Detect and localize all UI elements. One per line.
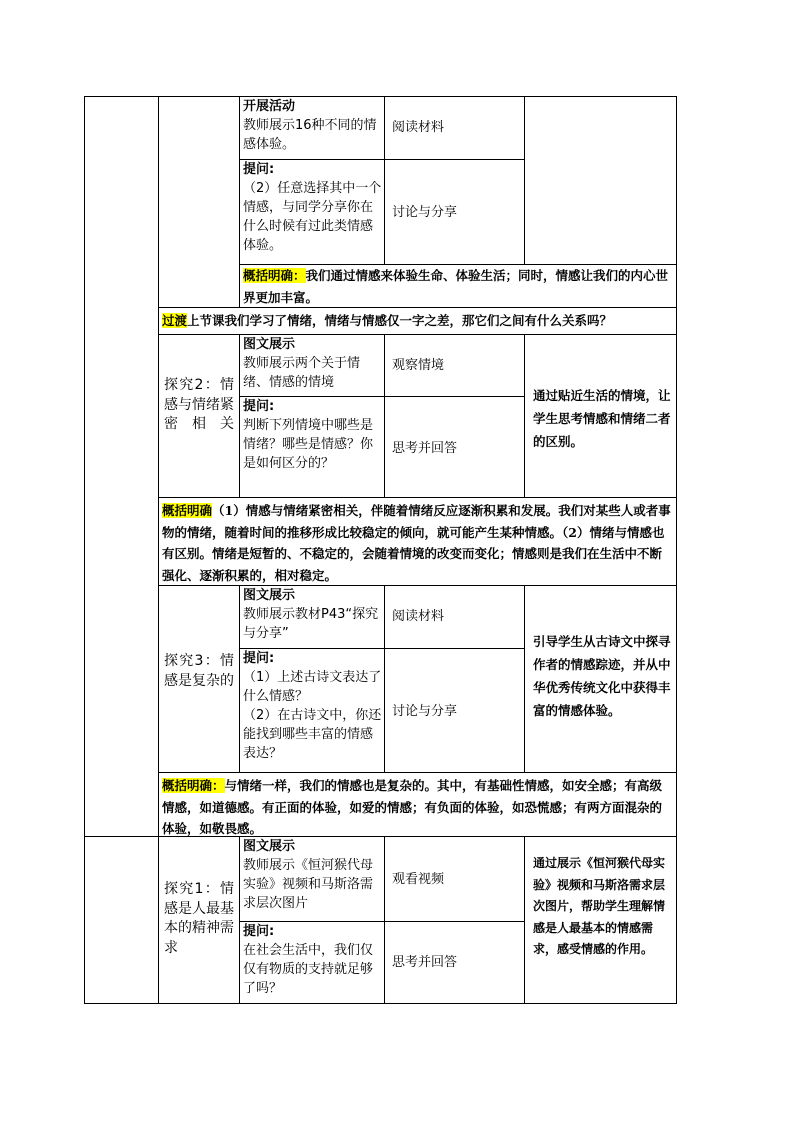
activity-heading: 图文展示 bbox=[243, 839, 296, 854]
summary-tag: 概括明确： bbox=[162, 778, 225, 793]
summary-row bbox=[162, 500, 674, 586]
question-cell bbox=[243, 160, 383, 255]
activity-heading: 图文展示 bbox=[243, 588, 296, 603]
question-cell bbox=[243, 649, 383, 763]
topic-cell: 探究1：情感是人最基本的精神需求 bbox=[164, 881, 234, 956]
question-cell bbox=[243, 922, 383, 998]
activity-heading: 图文展示 bbox=[243, 337, 296, 352]
summary-text: 我们通过情感来体验生命、体验生活；同时，情感让我们的内心世界更加丰富。 bbox=[243, 268, 669, 305]
student-activity: 思考并回答 bbox=[392, 955, 458, 970]
question-item: （1）上述古诗文表达了什么情感？ bbox=[243, 670, 382, 704]
design-intent: 通过贴近生活的情境，让学生思考情感和情绪二者的区别。 bbox=[533, 388, 671, 449]
question-text: （2）任意选择其中一个情感，与同学分享你在什么时候有过此类情感体验。 bbox=[243, 181, 382, 253]
design-intent: 通过展示《恒河猴代母实验》视频和马斯洛需求层次图片，帮助学生理解情感是人最基本的情感需求，感受情感的作用。 bbox=[533, 856, 666, 956]
activity-text: 教师展示16种不同的情感体验。 bbox=[243, 118, 377, 152]
question-text: 在社会生活中，我们仅仅有物质的支持就足够了吗？ bbox=[243, 943, 374, 996]
activity-cell bbox=[243, 586, 383, 643]
summary-tag: 概括明确： bbox=[243, 268, 306, 283]
activity-text: 教师展示《恒河猴代母实验》视频和马斯洛需求层次图片 bbox=[243, 858, 374, 911]
activity-text: 教师展示两个关于情绪、情感的情境 bbox=[243, 356, 361, 390]
question-cell bbox=[243, 397, 383, 473]
summary-text: 与情绪一样，我们的情感也是复杂的。其中，有基础性情感，如安全感；有高级情感，如道德感。有正面的体验，如爱的情感；有负面的体验，如恐慌感；有两方面混杂的体验，如敬畏感。 bbox=[162, 778, 663, 836]
summary-tag: 概括明确 bbox=[162, 503, 213, 518]
transition-text: 上节课我们学习了情绪，情绪与情感仅一字之差，那它们之间有什么关系吗？ bbox=[187, 313, 613, 328]
activity-heading: 开展活动 bbox=[243, 99, 296, 114]
question-item: （2）在古诗文中，你还能找到哪些丰富的情感表达？ bbox=[243, 708, 382, 761]
design-intent: 引导学生从古诗文中探寻作者的情感踪迹，并从中华优秀传统文化中获得丰富的情感体验。 bbox=[533, 634, 671, 718]
student-activity: 观看视频 bbox=[392, 872, 445, 887]
student-activity: 思考并回答 bbox=[392, 441, 458, 456]
student-activity: 观察情境 bbox=[392, 358, 445, 373]
student-activity: 阅读材料 bbox=[392, 609, 445, 624]
summary-text: （1）情感与情绪紧密相关，伴随着情绪反应逐渐积累和发展。我们对某些人或者事物的情绪，随着时间的推移形成比较稳定的倾向，就可能产生某种情感。（2）情绪与情感也有区别。情绪是短暂的、不稳定的，会随着情境的改变而变化；情感则是我们在生活中不断强化、逐渐积累的，相对稳定。 bbox=[162, 503, 671, 583]
activity-cell bbox=[243, 837, 383, 913]
student-activity: 讨论与分享 bbox=[392, 704, 458, 719]
student-activity: 阅读材料 bbox=[392, 120, 445, 135]
transition-row bbox=[162, 310, 674, 332]
topic-cell: 探究3：情感是复杂的 bbox=[164, 653, 234, 689]
student-activity: 讨论与分享 bbox=[392, 205, 458, 220]
question-heading: 提问: bbox=[243, 924, 275, 939]
question-heading: 提问: bbox=[243, 399, 275, 414]
question-text: 判断下列情境中哪些是情绪？哪些是情感？你是如何区分的？ bbox=[243, 418, 374, 471]
activity-text: 教师展示教材P43“探究与分享” bbox=[243, 607, 379, 641]
transition-tag: 过渡 bbox=[162, 313, 188, 328]
summary-row bbox=[162, 775, 674, 840]
question-heading: 提问: bbox=[243, 651, 275, 666]
activity-cell bbox=[243, 97, 383, 154]
topic-cell: 探究2：情感与情绪紧密相关 bbox=[164, 377, 234, 432]
question-heading: 提问: bbox=[243, 162, 275, 177]
activity-cell bbox=[243, 335, 383, 392]
summary-row bbox=[243, 265, 673, 308]
